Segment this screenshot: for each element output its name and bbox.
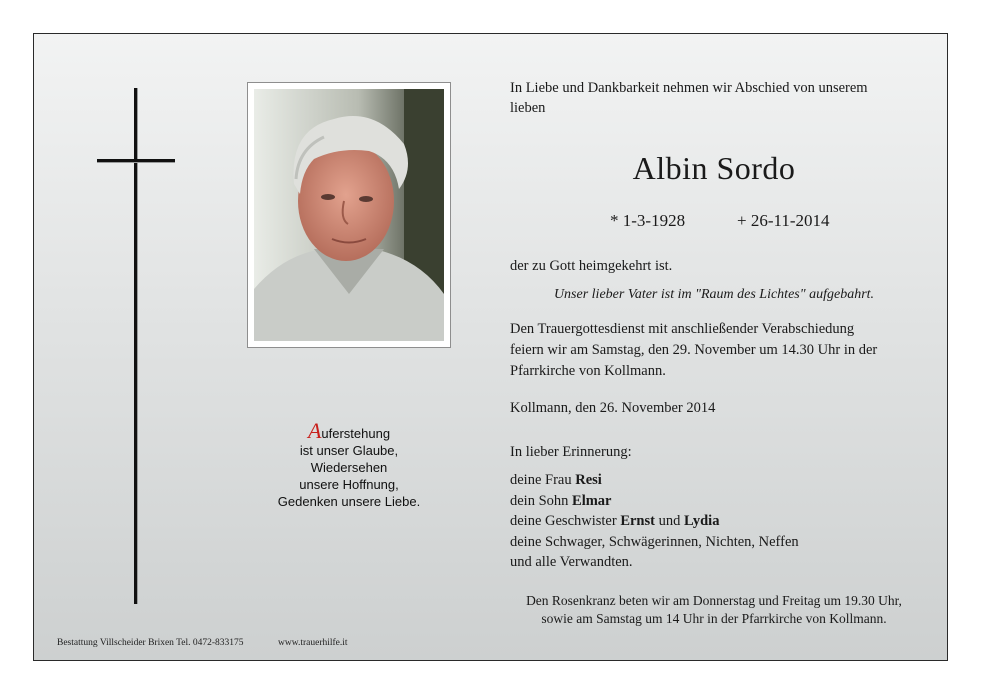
quote-line: Wiedersehen [310, 460, 388, 475]
service-line: Pfarrkirche von Kollmann. [510, 363, 666, 379]
cross-horizontal-bar [97, 159, 175, 162]
mourner-name: Elmar [572, 492, 612, 509]
cross-vertical-bar [134, 88, 137, 604]
intro-line: In Liebe und Dankbarkeit nehmen wir Abschied von unserem [510, 80, 868, 96]
rosary-line: sowie am Samstag um 14 Uhr in der Pfarrkirche von Kollmann. [541, 611, 887, 626]
quote-line: ist unser Glaube, [299, 443, 399, 458]
quote-initial-letter: A [307, 418, 322, 443]
laid-out-notice: Unser lieber Vater ist im "Raum des Lichtes" aufgebahrt. [553, 287, 875, 302]
quote-line: Gedenken unsere Liebe. [277, 494, 421, 509]
mourner-son [510, 491, 799, 512]
intro-block [510, 78, 930, 118]
quote-first-line [247, 418, 451, 443]
portrait-photo [254, 89, 444, 341]
mourner-name: Ernst [620, 513, 655, 529]
place-and-date: Kollmann, den 26. November 2014 [510, 400, 716, 416]
intro-line: lieben [510, 100, 546, 116]
mourner-relatives: deine Schwager, Schwägerinnen, Nichten, Neffen [510, 533, 799, 550]
mourner-siblings [510, 511, 799, 532]
mourner-wife [510, 470, 799, 491]
rosary-line: Den Rosenkranz beten wir am Donnerstag und Freitag um 19.30 Uhr, [526, 593, 902, 608]
mourner-conjunction: und [654, 513, 684, 529]
quote-first-word-rest: uferstehung [321, 426, 391, 441]
rosary-notice [510, 592, 918, 628]
deceased-name: Albin Sordo [632, 150, 796, 186]
mourner-relation: deine Frau [510, 472, 576, 488]
quote-line: unsere Hoffnung, [299, 477, 399, 492]
death-date: + 26-11-2014 [737, 211, 830, 230]
life-dates [610, 211, 830, 231]
mourner-relation: deine Geschwister [510, 513, 621, 529]
service-line: Den Trauergottesdienst mit anschließender Verabschiedung [510, 321, 855, 337]
mourners-list [510, 470, 799, 573]
birth-date: * 1-3-1928 [610, 211, 686, 230]
mourner-all-relatives: und alle Verwandten. [510, 554, 633, 570]
funeral-service-text [510, 319, 930, 382]
mourner-relation: dein Sohn [510, 492, 573, 509]
service-line: feiern wir am Samstag, den 29. November um 14.30 Uhr in der [510, 342, 878, 358]
website-link[interactable]: www.trauerhilfe.it [278, 638, 348, 648]
in-memory-heading: In lieber Erinnerung: [510, 444, 632, 460]
mourner-name: Resi [575, 472, 602, 488]
returned-to-god-text: der zu Gott heimgekehrt ist. [510, 258, 673, 274]
mourner-name: Lydia [683, 513, 720, 529]
obituary-card [33, 33, 948, 661]
resurrection-quote [247, 418, 451, 510]
funeral-home-info: Bestattung Villscheider Brixen Tel. 0472-833175 [57, 638, 244, 648]
portrait-frame [247, 82, 451, 348]
